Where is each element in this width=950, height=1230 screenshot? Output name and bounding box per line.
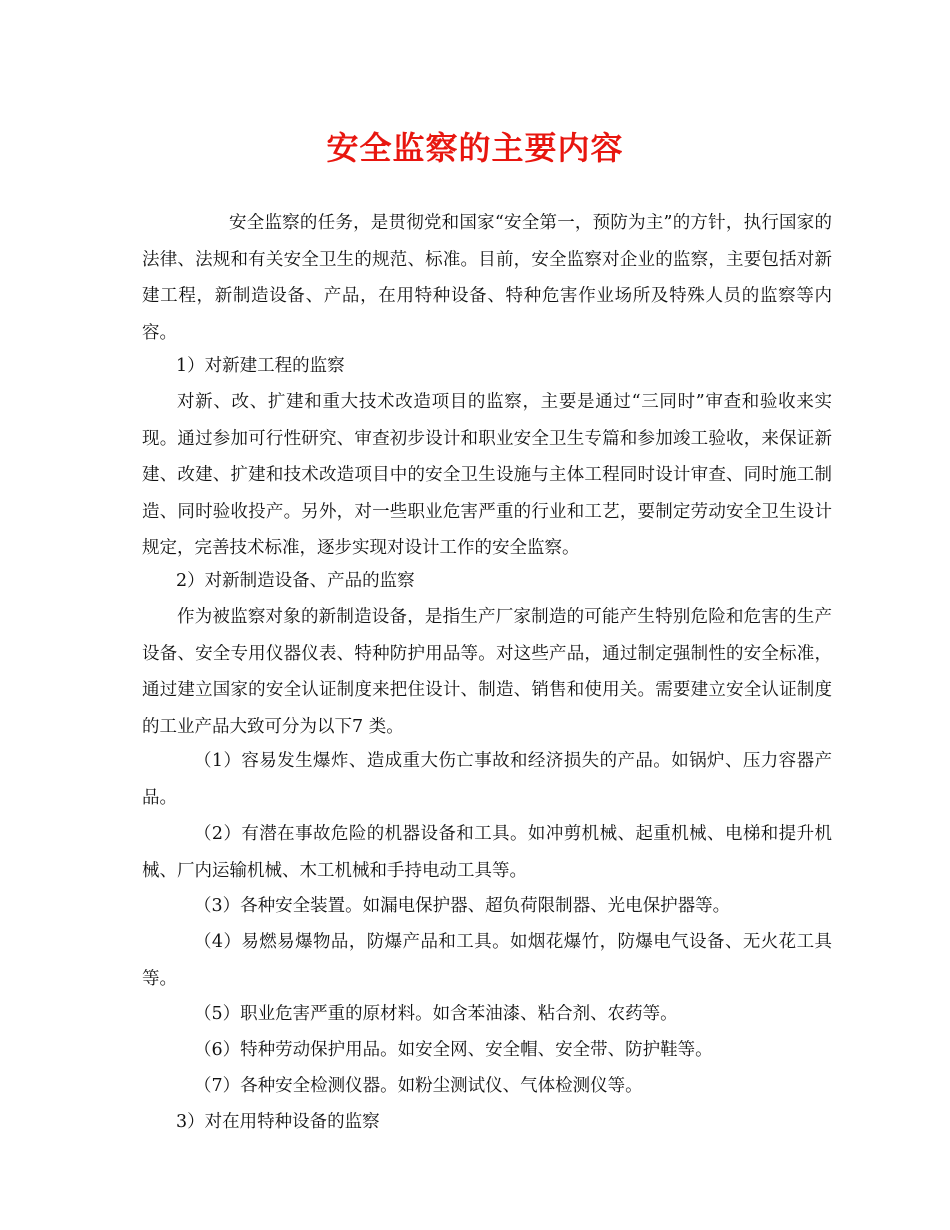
list-item-4: （4）易燃易爆物品，防爆产品和工具。如烟花爆竹，防爆电气设备、无火花工具等。 [142, 932, 832, 989]
paragraph-section-1: 对新、改、扩建和重大技术改造项目的监察，主要是通过“三同时”审查和验收来实现。通过参加可行性研究、审查初步设计和职业安全卫生专篇和参加竣工验收，来保证新建、改建、扩建和技术改造项目中的安全卫生设施与主体工程同时设计审查、同时施工制造、同时验收投产。另外，对一些职业危害严重的行业和工艺，要制定劳动安全卫生设计规定，完善技术标准，逐步实现对设计工作的安全监察。 [142, 392, 832, 558]
list-item-1: （1）容易发生爆炸、造成重大伤亡事故和经济损失的产品。如锅炉、压力容器产品。 [142, 751, 832, 808]
list-item-5: （5）职业危害严重的原材料。如含苯油漆、粘合剂、农药等。 [194, 1004, 678, 1024]
list-item-3: （3）各种安全装置。如漏电保护器、超负荷限制器、光电保护器等。 [194, 896, 731, 916]
list-item-7: （7）各种安全检测仪器。如粉尘测试仪、气体检测仪等。 [194, 1076, 643, 1096]
section-heading-1: 1）对新建工程的监察 [176, 356, 345, 376]
section-heading-2: 2）对新制造设备、产品的监察 [176, 571, 415, 591]
list-item-6: （6）特种劳动保护用品。如安全网、安全帽、安全带、防护鞋等。 [194, 1040, 713, 1060]
list-item-2: （2）有潜在事故危险的机器设备和工具。如冲剪机械、起重机械、电梯和提升机械、厂内运输机械、木工机械和手持电动工具等。 [142, 824, 832, 881]
section-heading-3: 3）对在用特种设备的监察 [176, 1112, 380, 1132]
paragraph-section-2: 作为被监察对象的新制造设备，是指生产厂家制造的可能产生特别危险和危害的生产设备、安全专用仪器仪表、特种防护用品等。对这些产品，通过制定强制性的安全标准，通过建立国家的安全认证制度来把住设计、制造、销售和使用关。需要建立安全认证制度的工业产品大致可分为以下7 类。 [142, 607, 832, 737]
paragraph-intro: 安全监察的任务，是贯彻党和国家“安全第一，预防为主”的方针，执行国家的法律、法规和有关安全卫生的规范、标准。目前，安全监察对企业的监察，主要包括对新建工程，新制造设备、产品，在用特种设备、特种危害作业场所及特殊人员的监察等内容。 [142, 213, 832, 343]
document-title: 安全监察的主要内容 [326, 129, 624, 167]
